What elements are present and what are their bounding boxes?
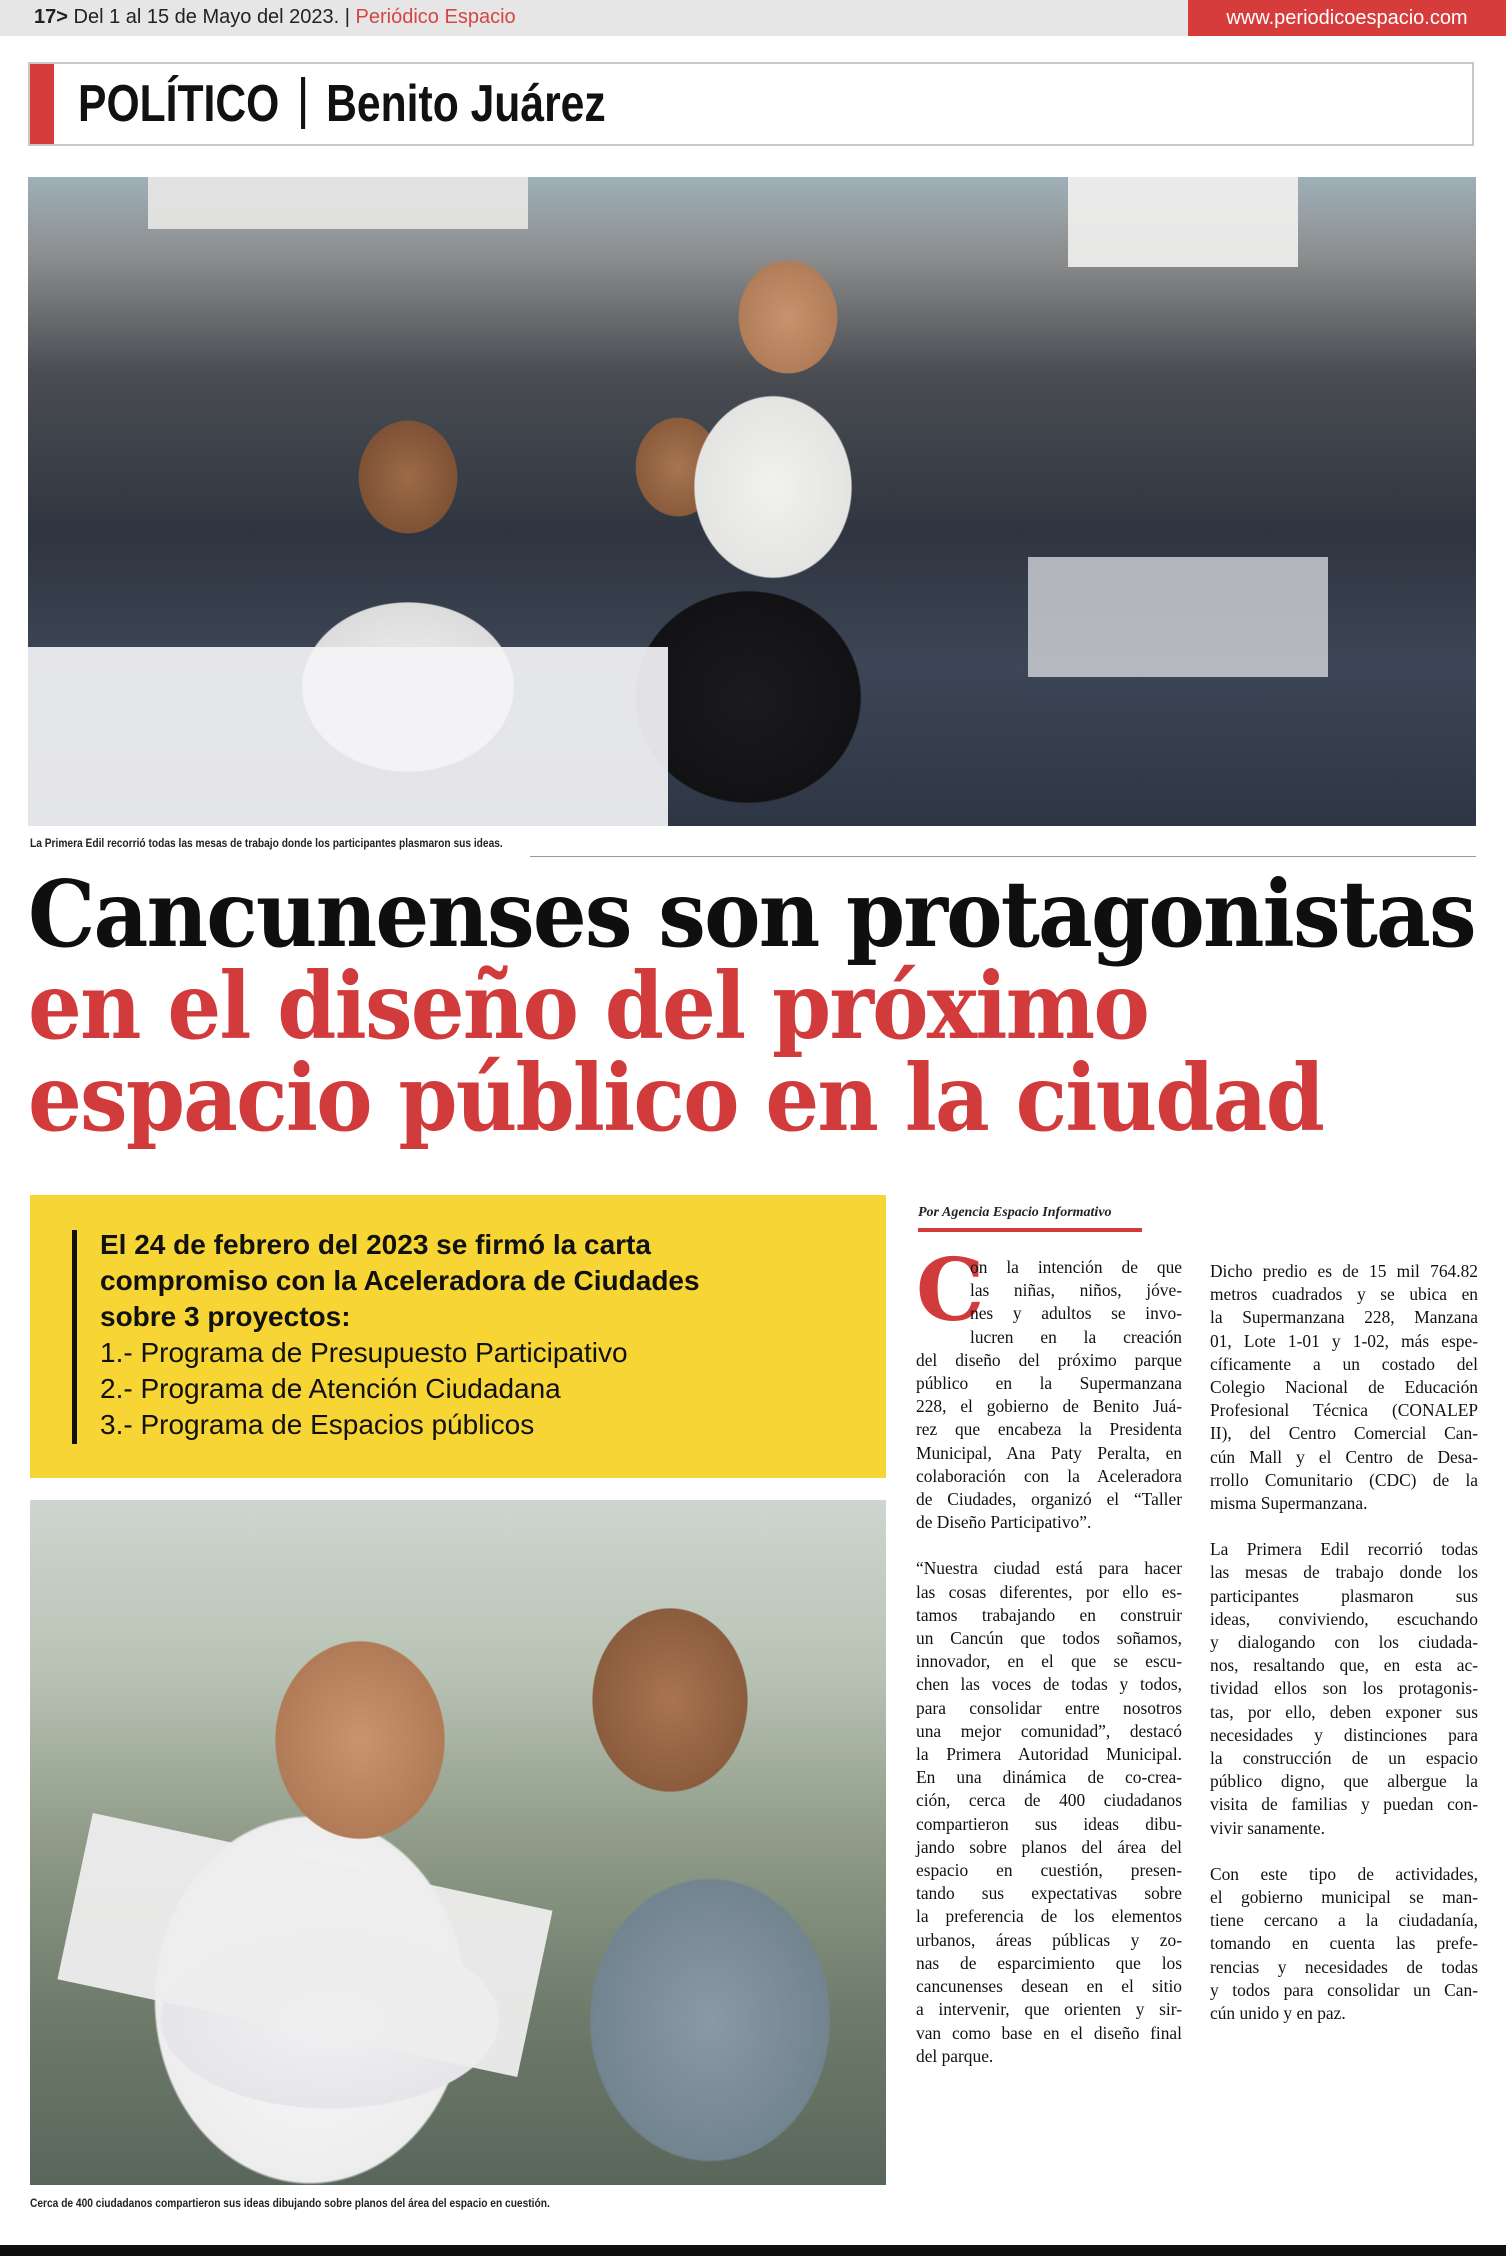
article-line: compartieron sus ideas dibu- <box>916 1813 1182 1834</box>
article-line: tas, por ello, deben exponer sus <box>1210 1701 1478 1722</box>
highlight-lead: sobre 3 proyectos: <box>100 1301 351 1332</box>
secondary-photo <box>30 1500 886 2185</box>
highlight-item: 1.- Programa de Presupuesto Participativo <box>100 1337 628 1368</box>
article-line: misma Supermanzana. <box>1210 1493 1368 1514</box>
highlight-item: 2.- Programa de Atención Ciudadana <box>100 1373 561 1404</box>
article-line: las mesas de trabajo donde los <box>1210 1562 1478 1583</box>
article-line: Profesional Técnica (CONALEP <box>1210 1400 1478 1421</box>
section-title <box>78 74 606 134</box>
byline-rule <box>918 1228 1142 1232</box>
byline: Por Agencia Espacio Informativo <box>918 1205 1112 1220</box>
headline-line-2: en el diseño del próximo <box>28 952 1148 1060</box>
article-line: “Nuestra ciudad está para hacer <box>916 1558 1182 1579</box>
article-line: Municipal, Ana Paty Peralta, en <box>916 1442 1182 1463</box>
article-line: y todos para consolidar un Can- <box>1210 1979 1478 2000</box>
headline-line-1: Cancunenses son protagonistas <box>28 860 1475 968</box>
paragraph-gap <box>1210 1840 1478 1863</box>
issue-date: Del 1 al 15 de Mayo del 2023. | <box>73 6 350 28</box>
article-line: rrollo Comunitario (CDC) de la <box>1210 1469 1478 1490</box>
article-line: chen las voces de todas y todos, <box>916 1674 1182 1695</box>
article-line: 01, Lote 1-01 y 1-02, más espe- <box>1210 1330 1478 1351</box>
photo-table <box>1028 557 1328 677</box>
main-photo <box>28 177 1476 826</box>
article-line: una mejor comunidad”, destacó <box>916 1720 1182 1741</box>
article-line: tividad ellos son los protagonis- <box>1210 1678 1478 1699</box>
drop-cap: C <box>916 1240 985 1341</box>
article-column-2 <box>1210 1260 1478 2025</box>
top-bar <box>0 0 1506 36</box>
article-line: a intervenir, que orienten y sir- <box>916 1999 1182 2020</box>
article-line: lucren en la creación <box>970 1326 1182 1347</box>
article-line: vivir sanamente. <box>1210 1817 1325 1838</box>
article-line: participantes plasmaron sus <box>1210 1585 1478 1606</box>
article-line: de Ciudades, organizó el “Taller <box>916 1489 1182 1510</box>
article-line: del parque. <box>916 2045 994 2066</box>
article-line: las cosas diferentes, por ello es- <box>916 1581 1182 1602</box>
article-line: 228, el gobierno de Benito Juá- <box>916 1396 1182 1417</box>
article-line: on la intención de que <box>970 1257 1182 1277</box>
highlight-item: 3.- Programa de Espacios públicos <box>100 1409 535 1440</box>
article-line: rez que encabeza la Presidenta <box>916 1419 1182 1440</box>
article-line: espacio en cuestión, presen- <box>916 1860 1182 1881</box>
secondary-photo-caption: Cerca de 400 ciudadanos compartieron sus ideas dibujando sobre planos del área del espacio en cuestión. <box>30 2196 550 2210</box>
article-line: cún unido y en paz. <box>1210 2003 1346 2024</box>
section-accent-bar <box>30 64 54 144</box>
article-line: rencias y necesidades de todas <box>1210 1956 1478 1977</box>
highlight-lead: compromiso con la Aceleradora de Ciudades <box>100 1265 700 1296</box>
article-line: la construcción de un espacio <box>1210 1748 1478 1769</box>
article-line: colaboración con la Aceleradora <box>916 1465 1182 1486</box>
photo-banner <box>1068 177 1298 267</box>
article-line: necesidades y distinciones para <box>1210 1724 1478 1745</box>
article-line: tiene cercano a la ciudadanía, <box>1210 1910 1478 1931</box>
article-line: del diseño del próximo parque <box>916 1349 1182 1370</box>
article-line: público digno, que albergue la <box>1210 1771 1478 1792</box>
article-line: y dialogando con los ciudada- <box>1210 1632 1478 1653</box>
article-line: innovador, en el que se escu- <box>916 1651 1182 1672</box>
photo-plan-sheet <box>57 1813 552 2077</box>
article-line: En una dinámica de co-crea- <box>916 1767 1182 1788</box>
caption-rule <box>530 856 1476 857</box>
article-line: la preferencia de los elementos <box>916 1906 1182 1927</box>
photo-table <box>28 647 668 826</box>
article-line: jando sobre planos del área del <box>916 1836 1182 1857</box>
highlight-box <box>30 1195 886 1478</box>
article-line: un Cancún que todos soñamos, <box>916 1628 1182 1649</box>
article-line: nas de esparcimiento que los <box>916 1952 1182 1973</box>
article-line: público en la Supermanzana <box>916 1373 1182 1394</box>
section-location: Benito Juárez <box>326 75 606 133</box>
page-arrow: > <box>56 6 68 28</box>
article-line: cún Mall y el Centro de Desa- <box>1210 1446 1478 1467</box>
paragraph-gap <box>1210 1515 1478 1538</box>
article-line: La Primera Edil recorrió todas <box>1210 1539 1478 1560</box>
article-line: ción, cerca de 400 ciudadanos <box>916 1790 1182 1811</box>
article-line: II), del Centro Comercial Can- <box>1210 1423 1478 1444</box>
paper-name: Periódico Espacio <box>355 6 516 28</box>
photo-banner <box>148 177 528 229</box>
article-column-1 <box>916 1256 1182 2068</box>
article-line: el gobierno municipal se man- <box>1210 1887 1478 1908</box>
highlight-rule <box>72 1230 77 1444</box>
article-line: las niñas, niños, jóve- <box>970 1280 1182 1301</box>
article-line: la Primera Autoridad Municipal. <box>916 1744 1182 1765</box>
website-link[interactable]: www.periodicoespacio.com <box>1188 0 1506 36</box>
section-category: POLÍTICO <box>78 75 280 133</box>
section-separator <box>301 77 305 129</box>
article-line: metros cuadrados y se ubica en <box>1210 1284 1478 1305</box>
article-line: visita de familias y puedan con- <box>1210 1794 1478 1815</box>
article-line: para consolidar entre nosotros <box>916 1697 1182 1718</box>
article-line: Colegio Nacional de Educación <box>1210 1377 1478 1398</box>
article-line: urbanos, áreas públicas y zo- <box>916 1929 1182 1950</box>
highlight-lead: El 24 de febrero del 2023 se firmó la carta <box>100 1229 651 1260</box>
article-line: de Diseño Participativo”. <box>916 1512 1092 1533</box>
bottom-bar <box>0 2245 1506 2256</box>
article-line: cancunenses desean en el sitio <box>916 1976 1182 1997</box>
article-line: Con este tipo de actividades, <box>1210 1863 1478 1884</box>
highlight-text <box>100 1227 700 1443</box>
page-info <box>34 6 516 29</box>
headline-line-3: espacio público en la ciudad <box>28 1044 1324 1152</box>
headline <box>28 860 1488 1152</box>
article-line: tomando en cuenta las prefe- <box>1210 1933 1478 1954</box>
article-line: cíficamente a un costado del <box>1210 1353 1478 1374</box>
article-line: nes y adultos se invo- <box>970 1303 1182 1324</box>
paragraph-gap <box>916 1534 1182 1557</box>
article-line: tando sus expectativas sobre <box>916 1883 1182 1904</box>
article-line: ideas, conviviendo, escuchando <box>1210 1608 1478 1629</box>
main-photo-caption: La Primera Edil recorrió todas las mesas de trabajo donde los participantes plasmaron sus ideas. <box>30 836 503 850</box>
article-line: la Supermanzana 228, Manzana <box>1210 1307 1478 1328</box>
section-header <box>28 62 1474 146</box>
article-line: nos, resaltando que, en esta ac- <box>1210 1655 1478 1676</box>
article-line: Dicho predio es de 15 mil 764.82 <box>1210 1261 1478 1281</box>
article-line: tamos trabajando en construir <box>916 1604 1182 1625</box>
page-number: 17 <box>34 6 57 28</box>
article-line: van como base en el diseño final <box>916 2022 1182 2043</box>
